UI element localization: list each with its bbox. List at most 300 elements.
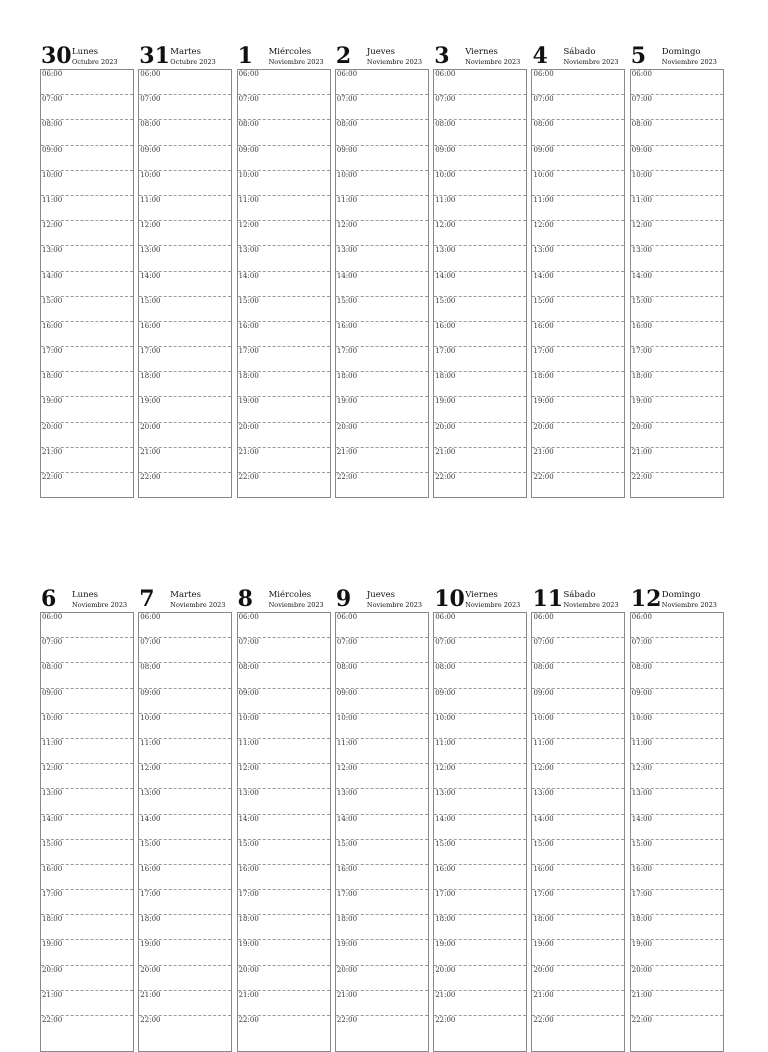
- hour-slot[interactable]: [532, 246, 624, 271]
- hour-label: 11:00: [631, 195, 652, 204]
- day-name: Domingo: [661, 47, 701, 57]
- hour-slot[interactable]: [532, 1016, 624, 1041]
- hour-slot[interactable]: [336, 613, 428, 638]
- hour-slot[interactable]: [434, 372, 526, 397]
- hour-slot[interactable]: [532, 815, 624, 840]
- hour-slot[interactable]: [434, 638, 526, 663]
- hour-slot[interactable]: [532, 372, 624, 397]
- hour-slot[interactable]: [631, 397, 723, 422]
- hour-label: 13:00: [336, 246, 358, 255]
- hour-label: 10:00: [42, 170, 63, 179]
- hour-slot[interactable]: [336, 840, 428, 865]
- hour-slot[interactable]: [532, 397, 624, 422]
- hour-slot[interactable]: [336, 397, 428, 422]
- hour-slot[interactable]: [41, 764, 133, 789]
- hour-slot[interactable]: [532, 966, 624, 991]
- hour-slot[interactable]: [238, 613, 330, 638]
- hour-slot[interactable]: [139, 397, 231, 422]
- hour-slot[interactable]: [41, 347, 133, 372]
- hour-slot[interactable]: [434, 764, 526, 789]
- hour-slot[interactable]: [41, 196, 133, 221]
- hour-slot[interactable]: [336, 146, 428, 171]
- hour-slot[interactable]: [238, 246, 330, 271]
- hour-slot[interactable]: [41, 272, 133, 297]
- hour-slot[interactable]: [434, 815, 526, 840]
- hour-label: 11:00: [435, 738, 456, 747]
- hour-slot[interactable]: [336, 120, 428, 145]
- hour-slot[interactable]: [434, 397, 526, 422]
- hour-slot[interactable]: [434, 966, 526, 991]
- day-number: 11: [532, 586, 564, 612]
- hour-slot[interactable]: [41, 448, 133, 473]
- day-column: [40, 44, 138, 498]
- hour-slot[interactable]: [139, 221, 231, 246]
- hour-label: 08:00: [140, 663, 161, 672]
- hour-slot[interactable]: [631, 714, 723, 739]
- day-month: Noviembre 2023: [661, 601, 717, 609]
- hour-slot[interactable]: [41, 638, 133, 663]
- hour-slot[interactable]: [631, 372, 723, 397]
- hour-slot[interactable]: [434, 789, 526, 814]
- hour-slot[interactable]: [41, 372, 133, 397]
- hour-slot[interactable]: [238, 764, 330, 789]
- hour-slot[interactable]: [238, 272, 330, 297]
- hour-slot[interactable]: [631, 448, 723, 473]
- hour-label: 07:00: [533, 95, 554, 104]
- hour-slot[interactable]: [139, 246, 231, 271]
- hour-slot[interactable]: [41, 120, 133, 145]
- hour-slot[interactable]: [336, 915, 428, 940]
- hour-label: 14:00: [238, 271, 259, 280]
- hour-label: 15:00: [435, 296, 456, 305]
- hour-label: 18:00: [42, 372, 63, 381]
- hour-label: 20:00: [238, 422, 259, 431]
- hour-slot[interactable]: [139, 840, 231, 865]
- hour-slot[interactable]: [336, 322, 428, 347]
- hour-slot[interactable]: [238, 221, 330, 246]
- hour-slot[interactable]: [238, 865, 330, 890]
- hour-slot[interactable]: [631, 940, 723, 965]
- hour-slot[interactable]: [532, 272, 624, 297]
- hour-slot[interactable]: [41, 840, 133, 865]
- hour-slot[interactable]: [631, 95, 723, 120]
- hour-label: 06:00: [140, 70, 161, 78]
- hour-slot[interactable]: [238, 915, 330, 940]
- hour-slot[interactable]: [238, 70, 330, 95]
- hour-slot[interactable]: [631, 120, 723, 145]
- hour-slot[interactable]: [238, 714, 330, 739]
- hour-slot[interactable]: [41, 689, 133, 714]
- hour-slot[interactable]: [434, 221, 526, 246]
- hour-slot[interactable]: [238, 739, 330, 764]
- hour-slot[interactable]: [631, 991, 723, 1016]
- hour-label: 09:00: [435, 688, 456, 697]
- hour-slot[interactable]: [434, 95, 526, 120]
- hour-slot[interactable]: [139, 865, 231, 890]
- hour-label: 06:00: [42, 70, 63, 78]
- hour-slot[interactable]: [631, 613, 723, 638]
- hour-slot[interactable]: [41, 865, 133, 890]
- hour-slot[interactable]: [41, 95, 133, 120]
- hour-slot[interactable]: [41, 890, 133, 915]
- day-column: [630, 44, 728, 498]
- hour-slot[interactable]: [336, 890, 428, 915]
- hour-slot[interactable]: [41, 221, 133, 246]
- hour-slot[interactable]: [336, 272, 428, 297]
- hour-slot[interactable]: [336, 473, 428, 498]
- hour-slot[interactable]: [532, 171, 624, 196]
- hour-slot[interactable]: [532, 638, 624, 663]
- hour-label: 07:00: [336, 95, 358, 104]
- hour-slot[interactable]: [336, 714, 428, 739]
- hour-slot[interactable]: [434, 448, 526, 473]
- hour-slot[interactable]: [41, 146, 133, 171]
- hour-slot[interactable]: [41, 613, 133, 638]
- hour-slot[interactable]: [238, 815, 330, 840]
- hour-slot[interactable]: [631, 966, 723, 991]
- day-number: 10: [434, 586, 465, 612]
- hour-slot[interactable]: [532, 322, 624, 347]
- hour-slot[interactable]: [434, 196, 526, 221]
- hour-slot[interactable]: [532, 297, 624, 322]
- hour-slot[interactable]: [336, 815, 428, 840]
- hour-slot[interactable]: [434, 297, 526, 322]
- day-month: Octubre 2023: [170, 58, 216, 66]
- hour-slot[interactable]: [238, 95, 330, 120]
- hour-slot[interactable]: [238, 840, 330, 865]
- hour-slot[interactable]: [336, 865, 428, 890]
- hour-slot[interactable]: [631, 815, 723, 840]
- hour-slot[interactable]: [41, 940, 133, 965]
- hour-slot[interactable]: [41, 297, 133, 322]
- hour-slot[interactable]: [336, 940, 428, 965]
- hour-slot[interactable]: [41, 915, 133, 940]
- hour-slot[interactable]: [41, 397, 133, 422]
- hour-slot[interactable]: [139, 95, 231, 120]
- hour-slot[interactable]: [238, 789, 330, 814]
- hour-slot[interactable]: [238, 689, 330, 714]
- hour-slot[interactable]: [139, 347, 231, 372]
- hour-slot[interactable]: [532, 120, 624, 145]
- hour-slot[interactable]: [139, 448, 231, 473]
- hour-slot[interactable]: [434, 991, 526, 1016]
- hour-slot[interactable]: [336, 423, 428, 448]
- hour-slot[interactable]: [631, 70, 723, 95]
- hour-slot[interactable]: [434, 739, 526, 764]
- hour-slot[interactable]: [139, 272, 231, 297]
- hour-slot[interactable]: [139, 146, 231, 171]
- hour-slot[interactable]: [434, 246, 526, 271]
- hour-slot[interactable]: [139, 120, 231, 145]
- hour-label: 07:00: [42, 95, 63, 104]
- hour-slot[interactable]: [41, 1016, 133, 1041]
- hour-slot[interactable]: [41, 663, 133, 688]
- hour-slot[interactable]: [139, 714, 231, 739]
- hour-slot[interactable]: [139, 613, 231, 638]
- hour-slot[interactable]: [631, 865, 723, 890]
- hour-slot[interactable]: [238, 890, 330, 915]
- hour-label: 11:00: [42, 195, 63, 204]
- hour-slot[interactable]: [139, 915, 231, 940]
- hour-slot[interactable]: [631, 423, 723, 448]
- hour-slot[interactable]: [532, 890, 624, 915]
- hour-slot[interactable]: [631, 739, 723, 764]
- hour-slot[interactable]: [238, 940, 330, 965]
- hour-slot[interactable]: [434, 840, 526, 865]
- hour-slot[interactable]: [631, 146, 723, 171]
- hour-slot[interactable]: [139, 1016, 231, 1041]
- hour-slot[interactable]: [532, 95, 624, 120]
- hour-slot[interactable]: [139, 689, 231, 714]
- hour-slot[interactable]: [631, 890, 723, 915]
- hour-slot[interactable]: [532, 789, 624, 814]
- hour-slot[interactable]: [532, 991, 624, 1016]
- hour-slot[interactable]: [238, 991, 330, 1016]
- hour-label: 14:00: [336, 271, 358, 280]
- hour-slot[interactable]: [532, 196, 624, 221]
- hour-slot[interactable]: [139, 789, 231, 814]
- hour-slot[interactable]: [434, 714, 526, 739]
- hour-slot[interactable]: [532, 473, 624, 498]
- hour-slot[interactable]: [631, 689, 723, 714]
- hour-slot[interactable]: [434, 423, 526, 448]
- hour-label: 20:00: [140, 965, 161, 974]
- hour-slot[interactable]: [41, 423, 133, 448]
- hour-slot[interactable]: [631, 789, 723, 814]
- hour-slot[interactable]: [532, 689, 624, 714]
- hour-slot[interactable]: [139, 940, 231, 965]
- hour-label: 22:00: [533, 473, 554, 481]
- hour-slot[interactable]: [631, 1016, 723, 1041]
- hour-slot[interactable]: [238, 297, 330, 322]
- hour-slot[interactable]: [532, 714, 624, 739]
- hour-slot[interactable]: [238, 322, 330, 347]
- hour-slot[interactable]: [336, 1016, 428, 1041]
- hour-slot[interactable]: [139, 473, 231, 498]
- hour-slot[interactable]: [238, 966, 330, 991]
- hour-slot[interactable]: [532, 865, 624, 890]
- hour-slot[interactable]: [139, 322, 231, 347]
- hour-slot[interactable]: [336, 663, 428, 688]
- hour-slot[interactable]: [631, 840, 723, 865]
- hour-slot[interactable]: [238, 372, 330, 397]
- hour-label: 13:00: [631, 246, 652, 255]
- hour-label: 12:00: [631, 764, 652, 773]
- hour-label: 06:00: [631, 70, 652, 78]
- hour-slot[interactable]: [139, 171, 231, 196]
- hour-slot[interactable]: [336, 789, 428, 814]
- hour-slot[interactable]: [41, 991, 133, 1016]
- hour-label: 20:00: [238, 965, 259, 974]
- hour-label: 21:00: [435, 990, 456, 999]
- hour-slot[interactable]: [139, 739, 231, 764]
- hour-slot[interactable]: [336, 95, 428, 120]
- hour-slot[interactable]: [139, 638, 231, 663]
- hour-slot[interactable]: [336, 739, 428, 764]
- hour-label: 12:00: [42, 764, 63, 773]
- hour-label: 22:00: [42, 473, 63, 481]
- hour-slot[interactable]: [434, 915, 526, 940]
- hour-slot[interactable]: [139, 890, 231, 915]
- hour-slot[interactable]: [532, 448, 624, 473]
- hour-label: 20:00: [533, 422, 554, 431]
- hour-slot[interactable]: [336, 638, 428, 663]
- hour-label: 13:00: [435, 789, 456, 798]
- hour-label: 16:00: [336, 864, 358, 873]
- hour-slot[interactable]: [434, 689, 526, 714]
- hour-slot[interactable]: [434, 663, 526, 688]
- hour-slot[interactable]: [336, 991, 428, 1016]
- hour-slot[interactable]: [631, 473, 723, 498]
- hour-slot[interactable]: [336, 347, 428, 372]
- hour-slot[interactable]: [532, 940, 624, 965]
- day-header: [40, 44, 138, 69]
- hour-label: 21:00: [42, 990, 63, 999]
- hour-slot[interactable]: [139, 196, 231, 221]
- hour-label: 09:00: [533, 688, 554, 697]
- hour-slot[interactable]: [336, 966, 428, 991]
- hour-slot[interactable]: [139, 297, 231, 322]
- hour-slot[interactable]: [434, 272, 526, 297]
- hour-label: 17:00: [42, 347, 63, 356]
- hour-slot[interactable]: [41, 789, 133, 814]
- hour-slot[interactable]: [631, 221, 723, 246]
- hour-slot[interactable]: [41, 246, 133, 271]
- hour-label: 06:00: [533, 613, 554, 621]
- hour-slot[interactable]: [41, 966, 133, 991]
- hour-slot[interactable]: [139, 966, 231, 991]
- hour-label: 11:00: [336, 738, 358, 747]
- hour-slot[interactable]: [41, 171, 133, 196]
- hour-slot[interactable]: [434, 347, 526, 372]
- week-2: [40, 587, 728, 1052]
- hour-label: 12:00: [140, 221, 161, 230]
- hour-slot[interactable]: [434, 890, 526, 915]
- hour-slot[interactable]: [41, 322, 133, 347]
- day-number: 4: [532, 43, 548, 69]
- hour-slot[interactable]: [434, 473, 526, 498]
- hour-slot[interactable]: [238, 146, 330, 171]
- hour-slot[interactable]: [631, 246, 723, 271]
- hour-slot[interactable]: [631, 915, 723, 940]
- hour-label: 07:00: [631, 638, 652, 647]
- hour-slot[interactable]: [532, 613, 624, 638]
- hour-slot[interactable]: [434, 322, 526, 347]
- hour-slot[interactable]: [139, 991, 231, 1016]
- hour-label: 11:00: [631, 738, 652, 747]
- hour-slot[interactable]: [41, 714, 133, 739]
- hour-slot[interactable]: [336, 196, 428, 221]
- hour-slot[interactable]: [434, 613, 526, 638]
- hour-slot[interactable]: [139, 70, 231, 95]
- hour-slot[interactable]: [41, 70, 133, 95]
- hour-label: 10:00: [238, 713, 259, 722]
- hour-slot[interactable]: [532, 423, 624, 448]
- hour-slot[interactable]: [238, 448, 330, 473]
- hour-label: 17:00: [42, 890, 63, 899]
- hour-slot[interactable]: [41, 473, 133, 498]
- hour-slot[interactable]: [238, 196, 330, 221]
- hour-slot[interactable]: [336, 221, 428, 246]
- hour-label: 09:00: [435, 145, 456, 154]
- hour-slot[interactable]: [139, 764, 231, 789]
- hour-slot[interactable]: [434, 940, 526, 965]
- hour-slot[interactable]: [238, 473, 330, 498]
- hour-slot[interactable]: [139, 663, 231, 688]
- hour-slot[interactable]: [336, 448, 428, 473]
- hour-slot[interactable]: [336, 689, 428, 714]
- hour-slot[interactable]: [336, 297, 428, 322]
- hour-slot[interactable]: [238, 397, 330, 422]
- hour-slot[interactable]: [434, 1016, 526, 1041]
- hour-slot[interactable]: [631, 297, 723, 322]
- hour-slot[interactable]: [41, 739, 133, 764]
- hour-slot[interactable]: [336, 246, 428, 271]
- hour-slot[interactable]: [238, 347, 330, 372]
- hour-slot[interactable]: [139, 815, 231, 840]
- hour-label: 21:00: [238, 447, 259, 456]
- hour-label: 16:00: [238, 321, 259, 330]
- day-column: [531, 44, 629, 498]
- hour-slot[interactable]: [336, 764, 428, 789]
- hour-slot[interactable]: [238, 638, 330, 663]
- hour-slot[interactable]: [631, 764, 723, 789]
- hour-slot[interactable]: [532, 347, 624, 372]
- hour-slot[interactable]: [238, 423, 330, 448]
- hour-slot[interactable]: [139, 423, 231, 448]
- hour-slot[interactable]: [631, 322, 723, 347]
- hour-slot[interactable]: [532, 840, 624, 865]
- hour-slot[interactable]: [238, 1016, 330, 1041]
- hour-slot[interactable]: [336, 372, 428, 397]
- hour-slot[interactable]: [631, 638, 723, 663]
- hour-slot[interactable]: [434, 865, 526, 890]
- hour-slot[interactable]: [238, 171, 330, 196]
- day-month: Noviembre 2023: [366, 58, 422, 66]
- hour-slot[interactable]: [434, 146, 526, 171]
- hour-slot[interactable]: [41, 815, 133, 840]
- hour-label: 13:00: [533, 246, 554, 255]
- hour-label: 21:00: [533, 447, 554, 456]
- hour-slot[interactable]: [532, 663, 624, 688]
- hour-slot[interactable]: [532, 70, 624, 95]
- hour-label: 15:00: [631, 839, 652, 848]
- hour-slot[interactable]: [631, 171, 723, 196]
- hour-slot[interactable]: [532, 915, 624, 940]
- hour-label: 21:00: [435, 447, 456, 456]
- hour-slot[interactable]: [631, 272, 723, 297]
- hour-label: 11:00: [336, 195, 358, 204]
- hour-slot[interactable]: [238, 663, 330, 688]
- hour-slot[interactable]: [532, 221, 624, 246]
- hour-label: 06:00: [140, 613, 161, 621]
- day-name: Viernes: [465, 590, 498, 600]
- hour-slot[interactable]: [532, 764, 624, 789]
- hour-slot[interactable]: [434, 120, 526, 145]
- hour-slot[interactable]: [532, 146, 624, 171]
- hour-slot[interactable]: [139, 372, 231, 397]
- hour-slot[interactable]: [631, 196, 723, 221]
- hour-slot[interactable]: [631, 347, 723, 372]
- hour-slot[interactable]: [336, 70, 428, 95]
- hour-slot[interactable]: [631, 663, 723, 688]
- hour-slot[interactable]: [434, 171, 526, 196]
- hour-slot[interactable]: [336, 171, 428, 196]
- hour-slot[interactable]: [532, 739, 624, 764]
- hour-slot[interactable]: [434, 70, 526, 95]
- hour-label: 15:00: [336, 296, 358, 305]
- hour-slot[interactable]: [238, 120, 330, 145]
